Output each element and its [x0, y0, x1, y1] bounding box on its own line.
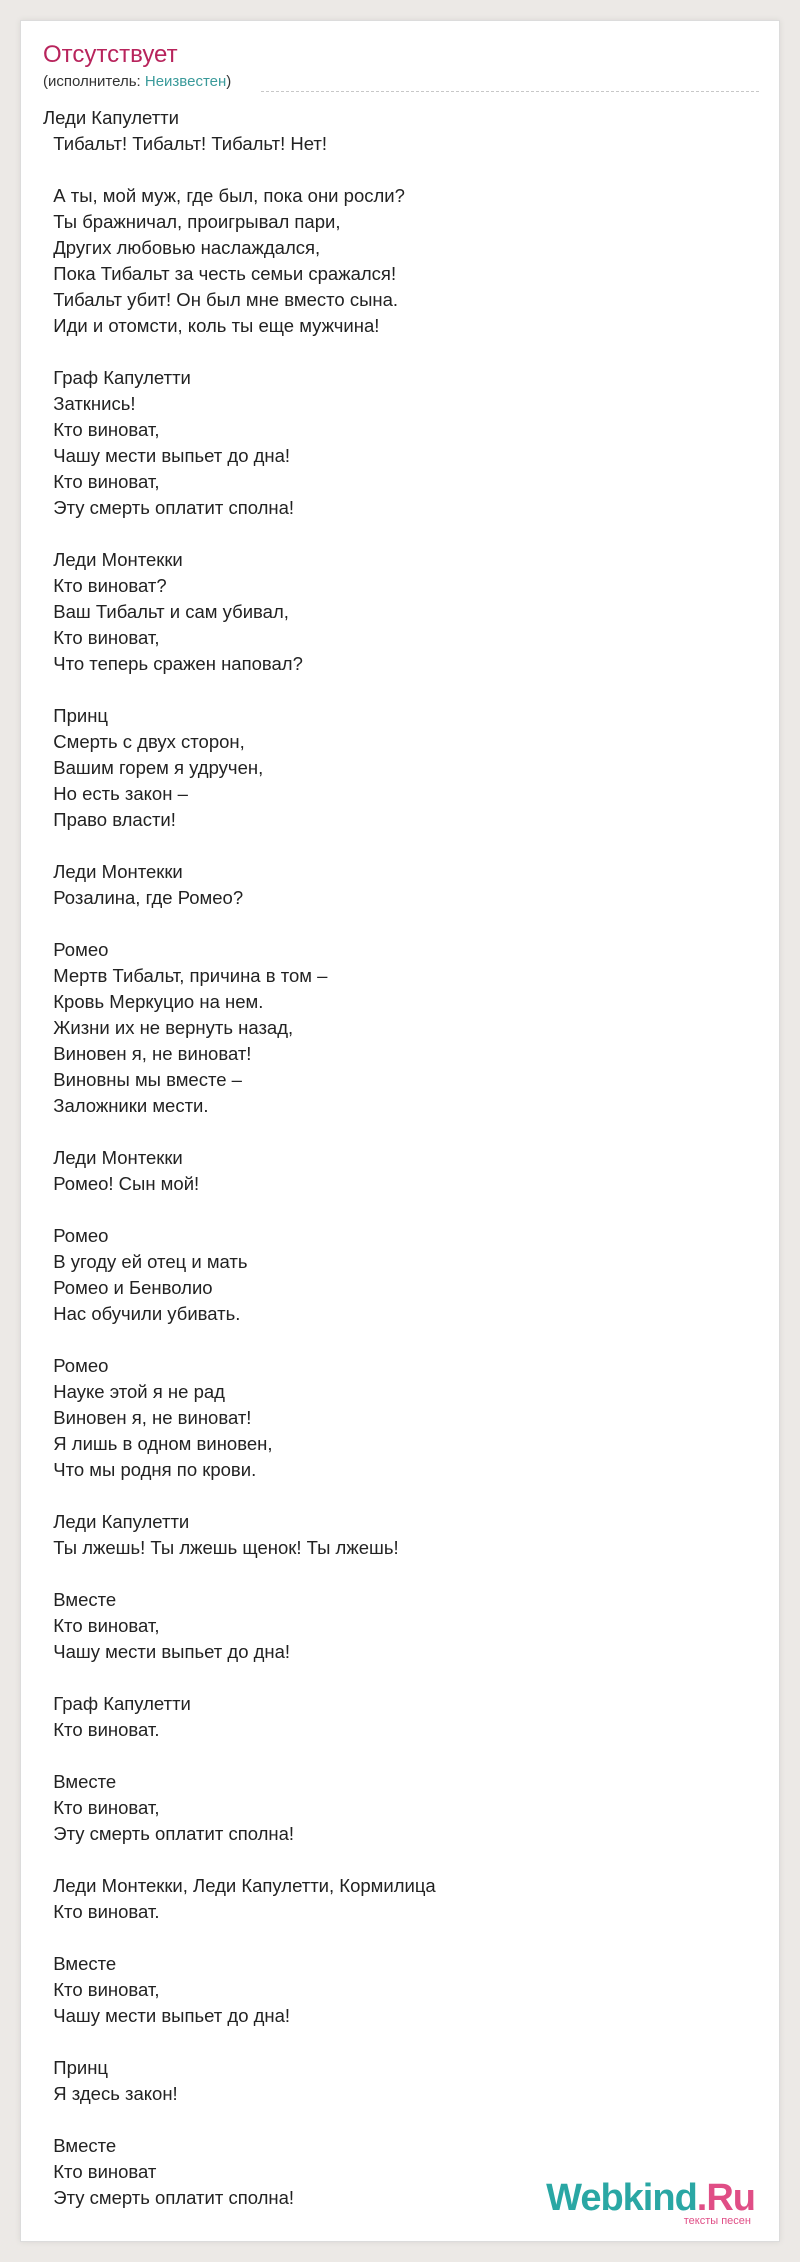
lyric-line: Леди Монтекки, Леди Капулетти, Кормилица [43, 1875, 436, 1896]
lyric-line: Вместе [43, 1953, 117, 1974]
lyric-line: Других любовью наслаждался, [43, 237, 321, 258]
lyric-line: Иди и отомсти, коль ты еще мужчина! [43, 315, 380, 336]
lyric-line [43, 1561, 763, 1587]
lyric-line [43, 911, 763, 937]
lyric-line: Принц [43, 2057, 109, 2078]
lyric-line: Вместе [43, 1771, 117, 1792]
lyric-line: Ромео [43, 939, 109, 960]
lyric-line [43, 833, 763, 859]
lyric-line: Леди Монтекки [43, 549, 183, 570]
lyric-line: Ты лжешь! Ты лжешь щенок! Ты лжешь! [43, 1537, 399, 1558]
lyrics-text [43, 105, 763, 2211]
lyric-line: Вместе [43, 2135, 117, 2156]
lyric-line [43, 1847, 763, 1873]
lyric-line: Граф Капулетти [43, 1693, 191, 1714]
lyric-line [43, 157, 763, 183]
performer-line [43, 73, 231, 90]
lyric-line: Кто виноват, [43, 1797, 160, 1818]
logo-ru-text: .Ru [696, 2177, 755, 2219]
lyric-line: Эту смерть оплатит сполна! [43, 1823, 295, 1844]
lyric-line: Эту смерть оплатит сполна! [43, 497, 295, 518]
lyric-line [43, 1743, 763, 1769]
lyric-line [43, 677, 763, 703]
lyric-line: Заткнись! [43, 393, 136, 414]
lyric-line [43, 1327, 763, 1353]
lyric-line: Эту смерть оплатит сполна! [43, 2187, 295, 2208]
lyric-line: Кто виноват. [43, 1719, 160, 1740]
lyric-line: Я лишь в одном виновен, [43, 1433, 273, 1454]
lyric-line: Смерть с двух сторон, [43, 731, 245, 752]
lyric-line: Кто виноват? [43, 575, 167, 596]
lyric-line: Кто виноват, [43, 419, 160, 440]
lyric-line: Леди Капулетти [43, 1511, 190, 1532]
song-title: Отсутствует [43, 41, 178, 68]
lyric-line: Кто виноват, [43, 1979, 160, 2000]
lyric-line: Виновен я, не виноват! [43, 1043, 252, 1064]
lyric-line: Что мы родня по крови. [43, 1459, 257, 1480]
lyric-line: Леди Монтекки [43, 1147, 183, 1168]
performer-prefix: (исполнитель: [43, 73, 145, 90]
logo-web-text: Webkind [546, 2177, 697, 2219]
header-divider [261, 91, 759, 92]
lyric-line: Ромео [43, 1355, 109, 1376]
performer-suffix: ) [226, 73, 232, 90]
lyric-line: Я здесь закон! [43, 2083, 178, 2104]
lyric-line: Заложники мести. [43, 1095, 209, 1116]
logo-tagline: тексты песен [683, 2215, 751, 2227]
webkind-logo[interactable] [546, 2177, 755, 2227]
lyric-line: Чашу мести выпьет до дна! [43, 445, 291, 466]
lyric-line [43, 1483, 763, 1509]
lyric-line: Кто виноват. [43, 1901, 160, 1922]
lyric-line: Граф Капулетти [43, 367, 191, 388]
lyric-line: Мертв Тибальт, причина в том – [43, 965, 328, 986]
lyric-line: Жизни их не вернуть назад, [43, 1017, 294, 1038]
performer-link[interactable]: Неизвестен [144, 73, 227, 90]
lyric-line: Ромео [43, 1225, 109, 1246]
lyric-line [43, 1119, 763, 1145]
lyric-line: Но есть закон – [43, 783, 188, 804]
lyric-line [43, 339, 763, 365]
lyric-line: Ты бражничал, проигрывал пари, [43, 211, 341, 232]
lyric-line: Ромео и Бенволио [43, 1277, 213, 1298]
lyric-line: Леди Монтекки [43, 861, 183, 882]
lyric-line [43, 2029, 763, 2055]
lyric-line: Нас обучили убивать. [43, 1303, 241, 1324]
lyric-line: Виновен я, не виноват! [43, 1407, 252, 1428]
lyric-line: Право власти! [43, 809, 176, 830]
lyric-line: Кто виноват, [43, 1615, 160, 1636]
lyric-line: Кто виноват, [43, 471, 160, 492]
lyric-line: Кто виноват, [43, 627, 160, 648]
lyric-line: Тибальт убит! Он был мне вместо сына. [43, 289, 399, 310]
lyric-line: В угоду ей отец и мать [43, 1251, 248, 1272]
lyric-line: Кто виноват [43, 2161, 157, 2182]
lyric-line: Ваш Тибальт и сам убивал, [43, 601, 289, 622]
lyric-line [43, 521, 763, 547]
lyric-line: А ты, мой муж, где был, пока они росли? [43, 185, 405, 206]
lyric-line: Розалина, где Ромео? [43, 887, 244, 908]
lyric-line: Принц [43, 705, 109, 726]
lyric-line: Леди Капулетти [43, 107, 179, 128]
lyric-line: Кровь Меркуцио на нем. [43, 991, 264, 1012]
lyrics-card [20, 20, 780, 2242]
lyric-line: Пока Тибальт за честь семьи сражался! [43, 263, 397, 284]
lyric-line [43, 1665, 763, 1691]
lyric-line: Вместе [43, 1589, 117, 1610]
lyric-line: Тибальт! Тибальт! Тибальт! Нет! [43, 133, 327, 154]
lyric-line: Виновны мы вместе – [43, 1069, 242, 1090]
lyric-line: Чашу мести выпьет до дна! [43, 2005, 291, 2026]
lyric-line: Вашим горем я удручен, [43, 757, 264, 778]
lyric-line: Что теперь сражен наповал? [43, 653, 303, 674]
lyric-line [43, 1197, 763, 1223]
lyric-line: Науке этой я не рад [43, 1381, 225, 1402]
lyric-line [43, 2107, 763, 2133]
lyric-line: Ромео! Сын мой! [43, 1173, 200, 1194]
lyric-line: Чашу мести выпьет до дна! [43, 1641, 291, 1662]
lyric-line [43, 1925, 763, 1951]
logo-wordmark [546, 2177, 755, 2220]
